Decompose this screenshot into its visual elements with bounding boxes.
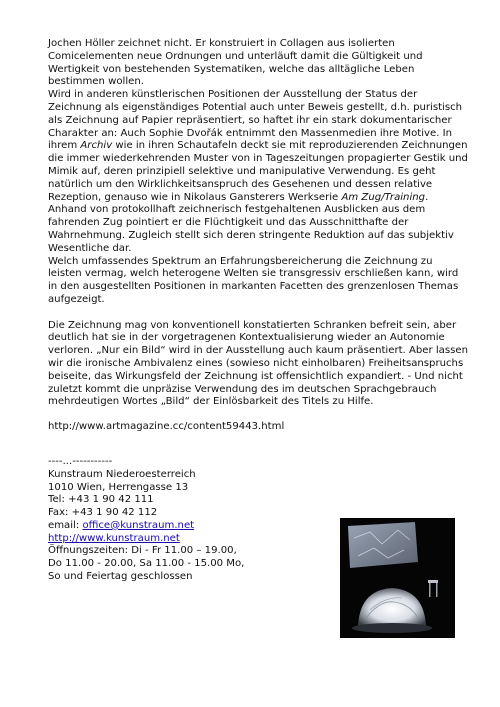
exhibition-photo xyxy=(340,518,455,638)
venue-tel: Tel: +43 1 90 42 111 xyxy=(48,494,154,506)
spacer xyxy=(48,307,468,320)
contact-divider: ----...----------- xyxy=(48,455,113,467)
installation-image xyxy=(340,518,455,638)
opening-hours-line-1: Öffnungszeiten: Di - Fr 11.00 – 19.00, xyxy=(48,545,237,557)
paragraph-text: Jochen Höller zeichnet nicht. Er konstruiert in Collagen aus isolierten Comicelementen neue Ordnungen und unterläuft damit die Gültigkeit und Wertigkeit von bestehenden Systematiken, welche das alltägliche Leben bestimmen wollen. xyxy=(48,38,423,88)
opening-hours-line-2: Do 11.00 - 20.00, Sa 11.00 - 15.00 Mo, xyxy=(48,558,245,570)
paragraph-text: Welch umfassendes Spektrum an Erfahrungsbereicherung die Zeichnung zu leisten vermag, welch heterogene Welten sie transgressiv erschließen kann, wird in den ausgestellten Positionen in markanten Facetten des grenzenlosen Themas aufgezeigt. xyxy=(48,255,459,305)
source-url: http://www.artmagazine.cc/content59443.html xyxy=(48,421,285,433)
paragraph-text: . Anhand von protokollhaft zeichnerisch festgehaltenen Ausblicken aus dem fahrenden Zug pointiert er die Flüchtigkeit und das Ausschnitthafte der Wahrnehmung. Zugleich stellt sich deren stringente Reduktion auf das subjektiv Wesentliche dar. xyxy=(48,191,454,254)
email-label: email: xyxy=(48,519,83,531)
paragraph-text: wie in ihren Schautafeln deckt sie mit reproduzierenden Zeichnungen die immer wiederkehrenden Muster von in Tageszeitungen propagierter Gestik und Mimik auf, deren prinzipiell selektive und manipulative Verwendung. Es geht natürlich um den Wirklichkeitsanspruch des Gesehenen und dessen relative Rezeption, genauso wie in Nikolaus Gansterers Werkserie xyxy=(48,140,468,203)
paragraph-text: Wird in anderen künstlerischen Positionen der Ausstellung der Status der Zeichnung als eigenständiges Potential auch unter Beweis gestellt, d.h. puristisch als Zeichnung auf Papier repräsentiert, so haftet ihr ein stark dokumentarischer Charakter an: Auch Sophie Dvořák entnimmt den Massenmedien ihre Motive. In ihrem xyxy=(48,89,463,152)
paragraph-conclusion xyxy=(48,320,468,410)
email-link[interactable]: office@kunstraum.net xyxy=(82,519,195,531)
website-link[interactable]: http://www.kunstraum.net xyxy=(48,532,180,544)
venue-address: 1010 Wien, Herrengasse 13 xyxy=(48,481,189,493)
paragraph-text: Die Zeichnung mag von konventionell konstatierten Schranken befreit sein, aber deutlich hat sie in der vorgetragenen Kontextualisierung wieder an Autonomie verloren. „Nur ein Bild“ wird in der Ausstellung auch kaum präsentiert. Aber lassen wir die ironische Ambivalenz eines (sowieso nicht einholbaren) Freiheitsanspruchs beiseite, das Wirkungsfeld der Zeichnung ist offensichtlich expandiert. - Und nicht zuletzt kommt die unpräzise Verwendung des im deutschen Sprachgebrauch mehrdeutigen Wortes „Bild“ der Einlösbarkeit des Titels zu Hilfe. xyxy=(48,319,468,408)
paragraph-spectrum xyxy=(48,256,468,307)
wall-projection xyxy=(348,522,418,568)
work-title-series: Am Zug/Training xyxy=(341,191,426,203)
chair xyxy=(428,580,438,583)
venue-fax: Fax: +43 1 90 42 112 xyxy=(48,507,158,519)
article-body xyxy=(48,38,468,584)
venue-name: Kunstraum Niederoesterreich xyxy=(48,468,196,480)
paragraph-hoeller xyxy=(48,38,468,89)
work-title-archiv: Archiv xyxy=(80,140,113,152)
opening-hours-line-3: So und Feiertag geschlossen xyxy=(48,571,193,583)
paragraph-dvorak-gansterer xyxy=(48,89,468,255)
